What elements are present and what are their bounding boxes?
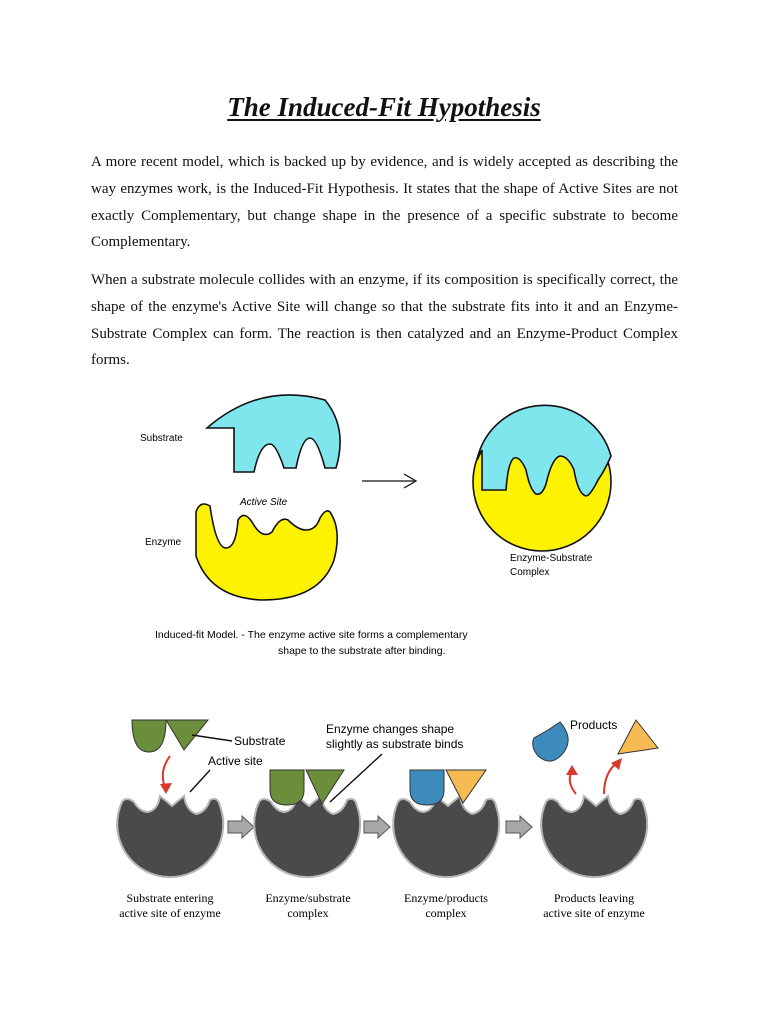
fig2-products-label: Products — [570, 718, 618, 732]
fig1-enzyme-label: Enzyme — [145, 537, 182, 548]
fig2-substrate-label: Substrate — [234, 734, 286, 748]
stage-1-red-arrowhead-icon — [160, 783, 172, 794]
stage-2-caption-line1: Enzyme/substrate — [265, 891, 351, 905]
stage-1-enzyme — [117, 796, 223, 877]
stage-3-caption-line1: Enzyme/products — [404, 891, 488, 905]
induced-fit-diagram — [0, 385, 768, 675]
stage-4-caption-line2: active site of enzyme — [543, 906, 645, 920]
arrow-2-icon — [364, 816, 390, 838]
substrate-pointer-line — [192, 735, 232, 741]
stage-1-caption-line2: active site of enzyme — [119, 906, 221, 920]
arrow-3-icon — [506, 816, 532, 838]
active-site-pointer-line — [190, 770, 210, 792]
fig1-complex-label-line1: Enzyme-Substrate — [510, 553, 593, 564]
stage-3-caption-line2: complex — [425, 906, 467, 920]
stage-4-caption-line1: Products leaving — [553, 891, 635, 905]
enzyme-shape — [196, 504, 337, 600]
page-title: The Induced-Fit Hypothesis — [227, 92, 541, 122]
enzyme-substrate-complex — [473, 405, 611, 551]
fig1-caption-line1: Induced-fit Model. - The enzyme active site forms a complementary — [155, 629, 468, 641]
enzyme-change-label-line1: Enzyme changes shape — [326, 722, 455, 736]
fig2-active-site-label: Active site — [208, 754, 263, 768]
fig1-caption-line2: shape to the substrate after binding. — [278, 645, 446, 657]
stage-2-enzyme — [254, 796, 360, 877]
stage-3-products — [410, 770, 486, 805]
paragraph-2: When a substrate molecule collides with an enzyme, if its composition is specifically correct, the shape of the enzyme's Active Site will change so that the substrate fits into it and an Enzyme-Substrate Complex can form. The reaction is then catalyzed and an Enzyme-Product Complex forms. — [91, 272, 678, 369]
product-orange-shape — [618, 720, 658, 754]
paragraph-1: A more recent model, which is backed up by evidence, and is widely accepted as describing the way enzymes work, is the Induced-Fit Hypothesis. It states that the shape of Active Sites are not exactly Complementary, but change shape in the presence of a specific substrate to become Complementary. — [91, 154, 678, 251]
stage-4-enzyme — [541, 796, 647, 877]
enzyme-change-label-line2: slightly as substrate binds — [326, 737, 464, 751]
substrate-shape — [207, 395, 340, 472]
enzyme-stages-diagram — [0, 700, 768, 940]
fig1-active-site-label: Active Site — [240, 497, 288, 508]
fig1-substrate-label: Substrate — [140, 433, 183, 444]
stage-3-enzyme — [393, 796, 499, 877]
product-blue-shape — [533, 722, 569, 761]
fig1-complex-label-line2: Complex — [510, 567, 550, 578]
stage-2-caption-line2: complex — [287, 906, 329, 920]
arrow-1-icon — [228, 816, 254, 838]
stage-1-caption-line1: Substrate entering — [126, 891, 214, 905]
stage-4-red-arrowhead-left-icon — [566, 765, 578, 775]
